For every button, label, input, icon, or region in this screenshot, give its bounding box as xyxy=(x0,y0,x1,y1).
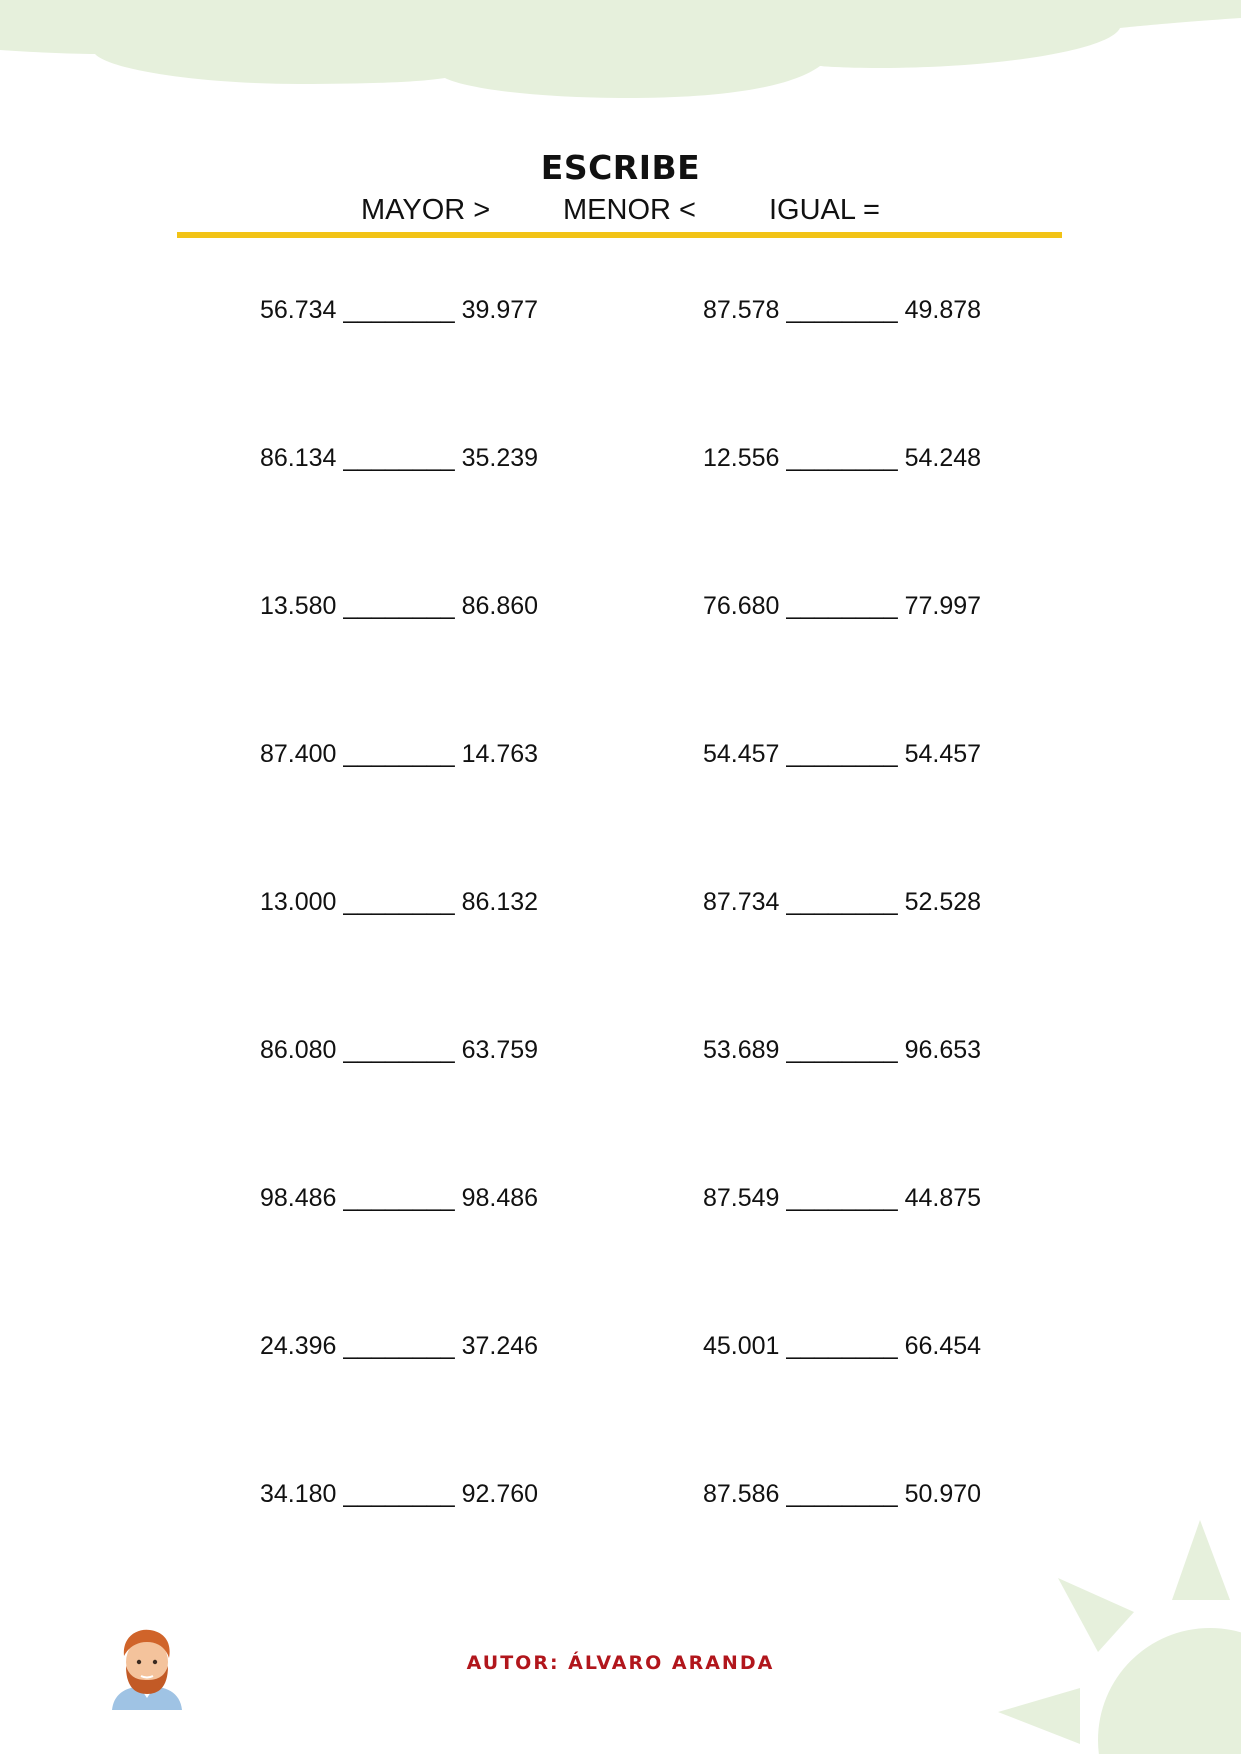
exercise-row xyxy=(260,1480,538,1509)
number-b: 50.970 xyxy=(904,1480,982,1508)
answer-blank[interactable]: ________ xyxy=(786,296,898,324)
number-b: 14.763 xyxy=(461,740,539,768)
number-a: 34.180 xyxy=(260,1480,337,1508)
legend-mayor: MAYOR > xyxy=(361,194,491,226)
number-b: 39.977 xyxy=(461,296,539,324)
number-a: 13.580 xyxy=(260,592,337,620)
exercise-row xyxy=(703,1184,981,1213)
cloud-decoration xyxy=(0,0,1241,110)
number-b: 77.997 xyxy=(904,592,982,620)
answer-blank[interactable]: ________ xyxy=(343,1480,455,1508)
exercise-row xyxy=(260,740,538,769)
author-credit: AUTOR: ÁLVARO ARANDA xyxy=(466,1652,775,1674)
exercise-row xyxy=(703,740,981,769)
exercise-row xyxy=(260,444,538,473)
number-b: 52.528 xyxy=(904,888,982,916)
answer-blank[interactable]: ________ xyxy=(786,1332,898,1360)
exercise-row xyxy=(260,1332,538,1361)
answer-blank[interactable]: ________ xyxy=(343,888,455,916)
number-b: 54.457 xyxy=(904,740,982,768)
number-a: 54.457 xyxy=(703,740,780,768)
number-a: 86.080 xyxy=(260,1036,337,1064)
number-a: 56.734 xyxy=(260,296,337,324)
answer-blank[interactable]: ________ xyxy=(786,1480,898,1508)
number-b: 96.653 xyxy=(904,1036,982,1064)
exercise-row xyxy=(260,888,538,917)
exercise-row xyxy=(703,1036,981,1065)
bearded-man-avatar-icon xyxy=(108,1626,186,1710)
number-b: 37.246 xyxy=(461,1332,539,1360)
answer-blank[interactable]: ________ xyxy=(343,740,455,768)
answer-blank[interactable]: ________ xyxy=(343,1184,455,1212)
number-a: 45.001 xyxy=(703,1332,780,1360)
number-a: 12.556 xyxy=(703,444,780,472)
number-b: 98.486 xyxy=(461,1184,539,1212)
number-a: 98.486 xyxy=(260,1184,337,1212)
answer-blank[interactable]: ________ xyxy=(343,592,455,620)
number-a: 86.134 xyxy=(260,444,337,472)
number-b: 86.132 xyxy=(461,888,539,916)
exercise-row xyxy=(260,1184,538,1213)
exercise-row xyxy=(703,592,981,621)
exercise-row xyxy=(260,1036,538,1065)
number-a: 87.400 xyxy=(260,740,337,768)
answer-blank[interactable]: ________ xyxy=(786,888,898,916)
legend-menor: MENOR < xyxy=(563,194,696,226)
answer-blank[interactable]: ________ xyxy=(343,1332,455,1360)
legend-igual: IGUAL = xyxy=(769,194,880,226)
exercise-row xyxy=(703,1480,981,1509)
header-rule xyxy=(177,232,1062,238)
number-a: 24.396 xyxy=(260,1332,337,1360)
exercise-row xyxy=(703,444,981,473)
exercise-row xyxy=(703,1332,981,1361)
exercise-row xyxy=(703,888,981,917)
number-b: 35.239 xyxy=(461,444,539,472)
number-a: 53.689 xyxy=(703,1036,780,1064)
page-title: ESCRIBE xyxy=(540,148,701,187)
number-a: 87.549 xyxy=(703,1184,780,1212)
answer-blank[interactable]: ________ xyxy=(343,1036,455,1064)
number-a: 87.734 xyxy=(703,888,780,916)
number-b: 49.878 xyxy=(904,296,982,324)
answer-blank[interactable]: ________ xyxy=(343,444,455,472)
answer-blank[interactable]: ________ xyxy=(786,592,898,620)
number-a: 76.680 xyxy=(703,592,780,620)
exercise-row xyxy=(260,592,538,621)
number-a: 87.578 xyxy=(703,296,780,324)
answer-blank[interactable]: ________ xyxy=(786,1184,898,1212)
exercise-row xyxy=(703,296,981,325)
number-b: 86.860 xyxy=(461,592,539,620)
number-b: 44.875 xyxy=(904,1184,982,1212)
number-b: 63.759 xyxy=(461,1036,539,1064)
number-b: 66.454 xyxy=(904,1332,982,1360)
number-a: 13.000 xyxy=(260,888,337,916)
number-b: 92.760 xyxy=(461,1480,539,1508)
answer-blank[interactable]: ________ xyxy=(786,740,898,768)
answer-blank[interactable]: ________ xyxy=(786,1036,898,1064)
answer-blank[interactable]: ________ xyxy=(786,444,898,472)
number-b: 54.248 xyxy=(904,444,982,472)
number-a: 87.586 xyxy=(703,1480,780,1508)
answer-blank[interactable]: ________ xyxy=(343,296,455,324)
exercise-row xyxy=(260,296,538,325)
